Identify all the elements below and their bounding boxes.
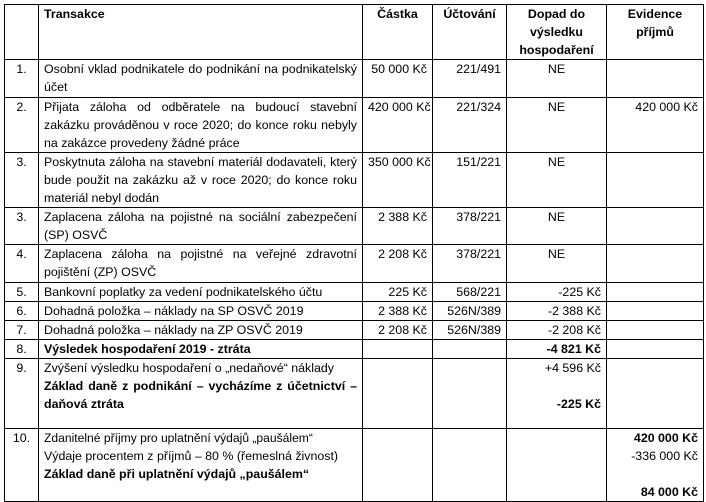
- row-evidence: [607, 302, 704, 321]
- row-impact: [507, 429, 607, 502]
- table-row: [5, 340, 704, 359]
- table-row: [5, 429, 704, 502]
- row-number: 3.: [5, 153, 39, 208]
- table-row: [5, 283, 704, 302]
- row10-evidence1: 420 000 Kč: [633, 431, 698, 445]
- row-amount: 350 000 Kč: [363, 153, 433, 208]
- table-row: [5, 153, 704, 208]
- row-evidence: [607, 208, 704, 245]
- row-impact: NE: [507, 245, 607, 283]
- row-account: [433, 429, 507, 502]
- row10-evidence2: -336 000 Kč: [631, 449, 698, 463]
- table-row: [5, 302, 704, 321]
- row-impact: -2 208 Kč: [507, 321, 607, 340]
- row-account: 526N/389: [433, 321, 507, 340]
- table-row: [5, 98, 704, 153]
- table-row: [5, 245, 704, 283]
- row-impact: [507, 359, 607, 429]
- row-impact: NE: [507, 153, 607, 208]
- row-number: 3.: [5, 208, 39, 245]
- row9-impact1: +4 596 Kč: [544, 361, 601, 375]
- row-number: 4.: [5, 245, 39, 283]
- row-evidence: [607, 340, 704, 359]
- row-amount: 2 388 Kč: [363, 302, 433, 321]
- row-evidence: [607, 359, 704, 429]
- header-castka: Částka: [363, 5, 433, 60]
- row10-line2: Výdaje procentem z příjmů – 80 % (řemeslná živnost): [44, 449, 339, 463]
- row-impact: NE: [507, 208, 607, 245]
- row-description: Zaplacena záloha na pojistné na sociální zabezpečení (SP) OSVČ: [39, 208, 363, 245]
- row-description: Výsledek hospodaření 2019 - ztráta: [39, 340, 363, 359]
- row-amount: 225 Kč: [363, 283, 433, 302]
- row-account: 221/491: [433, 60, 507, 98]
- row-account: 221/324: [433, 98, 507, 153]
- row-evidence: 420 000 Kč: [607, 98, 704, 153]
- row-description: Zaplacena záloha na pojistné na veřejné zdravotní pojištění (ZP) OSVČ: [39, 245, 363, 283]
- row-number: 10.: [5, 429, 39, 502]
- row-evidence: [607, 283, 704, 302]
- row-description: Přijata záloha od odběratele na budoucí stavební zakázku prováděnou v roce 2020; do konce roku nebyly na zakázce provedeny žádné práce: [39, 98, 363, 153]
- row-number: 2.: [5, 98, 39, 153]
- row-account: [433, 359, 507, 429]
- row-amount: 2 208 Kč: [363, 245, 433, 283]
- row-impact: -2 388 Kč: [507, 302, 607, 321]
- row-account: 378/221: [433, 245, 507, 283]
- row10-evidence3: 84 000 Kč: [640, 485, 698, 499]
- row-account: 151/221: [433, 153, 507, 208]
- row9-impact2: -225 Kč: [556, 397, 601, 411]
- row-impact: -4 821 Kč: [507, 340, 607, 359]
- row10-line1: Zdanitelné příjmy pro uplatnění výdajů „paušálem“: [44, 431, 313, 445]
- row-evidence: [607, 60, 704, 98]
- row-number: 8.: [5, 340, 39, 359]
- row-amount: [363, 340, 433, 359]
- row9-bold: Základ daně z podnikání – vycházíme z účetnictví – daňová ztráta: [44, 379, 357, 411]
- row-impact: -225 Kč: [507, 283, 607, 302]
- row-amount: [363, 429, 433, 502]
- table-row: [5, 208, 704, 245]
- row-amount: [363, 359, 433, 429]
- header-transakce: Transakce: [39, 5, 363, 60]
- row-impact: NE: [507, 60, 607, 98]
- row-evidence: [607, 321, 704, 340]
- row-description: [39, 359, 363, 429]
- row-amount: 2 388 Kč: [363, 208, 433, 245]
- row-description: [39, 429, 363, 502]
- table-row: [5, 321, 704, 340]
- header-num: [5, 5, 39, 60]
- row-evidence: [607, 429, 704, 502]
- table-row: [5, 60, 704, 98]
- row-amount: 420 000 Kč: [363, 98, 433, 153]
- row9-line1: Zvýšení výsledku hospodaření o „nedaňové“ náklady: [44, 361, 334, 375]
- row-description: Dohadná položka – náklady na ZP OSVČ 2019: [39, 321, 363, 340]
- row-description: Osobní vklad podnikatele do podnikání na podnikatelský účet: [39, 60, 363, 98]
- row10-line3: Základ daně při uplatnění výdajů „paušálem“: [44, 467, 310, 481]
- table-row: [5, 359, 704, 429]
- row-number: 9.: [5, 359, 39, 429]
- row-impact: NE: [507, 98, 607, 153]
- header-evidence: Evidence příjmů: [607, 5, 704, 60]
- row-account: 526N/389: [433, 302, 507, 321]
- row-number: 5.: [5, 283, 39, 302]
- row-evidence: [607, 153, 704, 208]
- header-uctovani: Účtování: [433, 5, 507, 60]
- transactions-table: [4, 4, 704, 502]
- row-account: 568/221: [433, 283, 507, 302]
- row-number: 6.: [5, 302, 39, 321]
- row-description: Poskytnuta záloha na stavební materiál dodavateli, který bude použit na zakázku až v roce 2020; do konce roku materiál nebyl dodán: [39, 153, 363, 208]
- row-amount: 50 000 Kč: [363, 60, 433, 98]
- header-dopad: Dopad do výsledku hospodaření: [507, 5, 607, 60]
- row-description: Dohadná položka – náklady na SP OSVČ 2019: [39, 302, 363, 321]
- header-row: [5, 5, 704, 60]
- row-number: 1.: [5, 60, 39, 98]
- row-description: Bankovní poplatky za vedení podnikatelského účtu: [39, 283, 363, 302]
- row-amount: 2 208 Kč: [363, 321, 433, 340]
- row-account: [433, 340, 507, 359]
- row-number: 7.: [5, 321, 39, 340]
- row-evidence: [607, 245, 704, 283]
- row-account: 378/221: [433, 208, 507, 245]
